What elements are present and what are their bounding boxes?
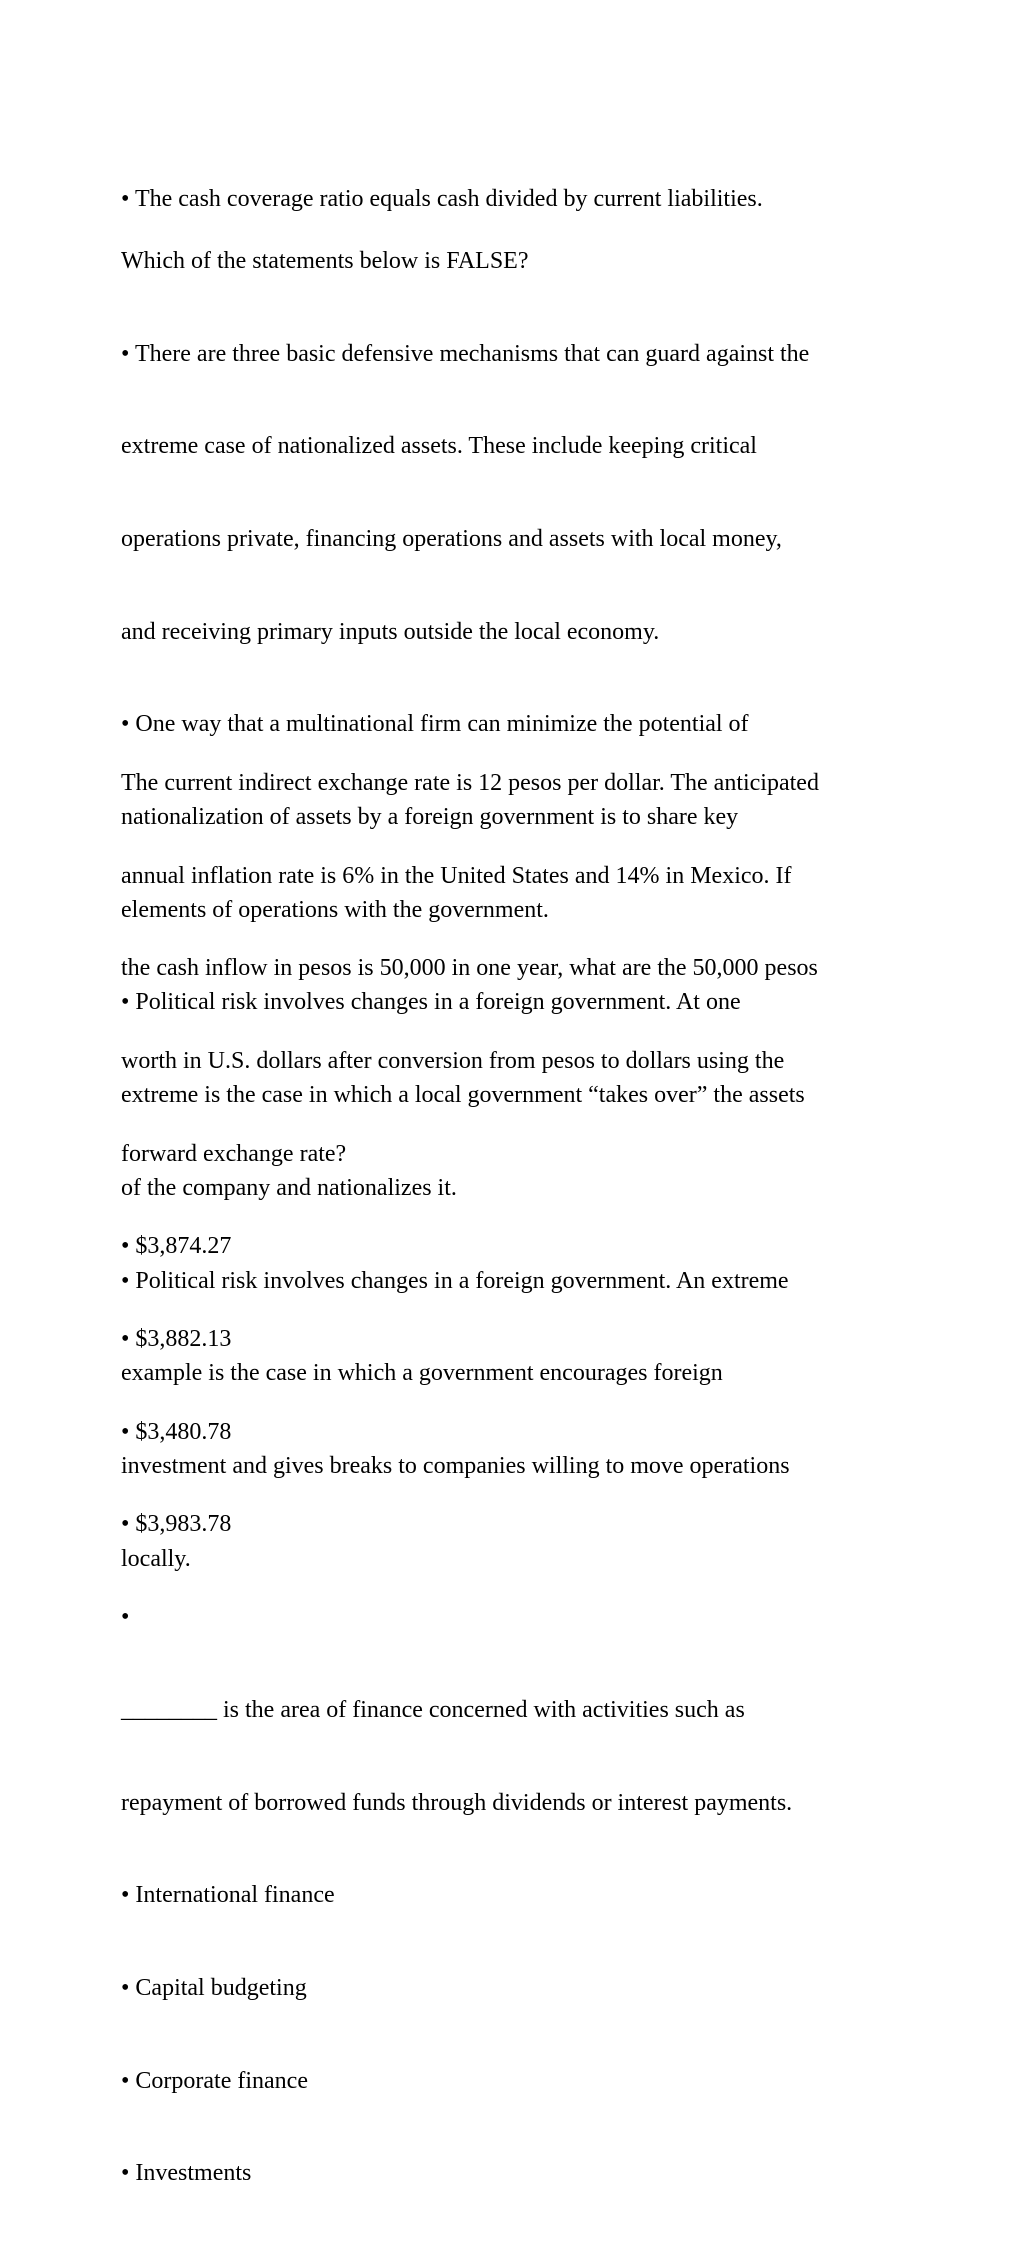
answer-option: • $3,874.27 (121, 1233, 232, 1260)
answer-option: • (121, 1604, 130, 1631)
question-line: annual inflation rate is 6% in the United States and 14% in Mexico. If (121, 862, 792, 889)
question-line: nationalization of assets by a foreign government is to share key (121, 804, 739, 831)
question-line: extreme is the case in which a local government “takes over” the assets (121, 1082, 805, 1109)
question-line: • Political risk involves changes in a foreign government. An extreme (121, 1267, 789, 1294)
question-line: ________ is the area of finance concerned with activities such as (121, 1696, 745, 1723)
question-line: extreme case of nationalized assets. These include keeping critical (121, 433, 757, 460)
answer-option: • $3,480.78 (121, 1418, 232, 1445)
question-line: example is the case in which a government encourages foreign (121, 1360, 723, 1387)
question-line: repayment of borrowed funds through dividends or interest payments. (121, 1789, 793, 1816)
intro-line: • The cash coverage ratio equals cash divided by current liabilities. (121, 185, 763, 212)
question-line: forward exchange rate? (121, 1140, 347, 1167)
question-line: the cash inflow in pesos is 50,000 in one year, what are the 50,000 pesos (121, 955, 818, 982)
question-line: and receiving primary inputs outside the local economy. (121, 618, 660, 645)
question-line: locally. (121, 1545, 191, 1572)
answer-option: • Corporate finance (121, 2067, 308, 2094)
answer-option: • Capital budgeting (121, 1974, 307, 2001)
answer-option: • $3,882.13 (121, 1326, 232, 1353)
question-prompt: Which of the statements below is FALSE? (121, 247, 529, 274)
question-line: • Political risk involves changes in a foreign government. At one (121, 989, 741, 1016)
question-line: elements of operations with the government. (121, 896, 549, 923)
answer-option: • Investments (121, 2160, 252, 2187)
answer-option: • International finance (121, 1882, 335, 1909)
question-line: operations private, financing operations and assets with local money, (121, 525, 782, 552)
question-line: investment and gives breaks to companies willing to move operations (121, 1452, 790, 1479)
question-line: • There are three basic defensive mechanisms that can guard against the (121, 340, 810, 367)
question-line: • One way that a multinational firm can minimize the potential of (121, 711, 749, 738)
question-line: worth in U.S. dollars after conversion from pesos to dollars using the (121, 1047, 785, 1074)
question-line: The current indirect exchange rate is 12 pesos per dollar. The anticipated (121, 769, 819, 796)
question-exchange-rate (121, 706, 921, 2251)
answer-option: • $3,983.78 (121, 1511, 232, 1538)
question-line: of the company and nationalizes it. (121, 1174, 457, 1201)
